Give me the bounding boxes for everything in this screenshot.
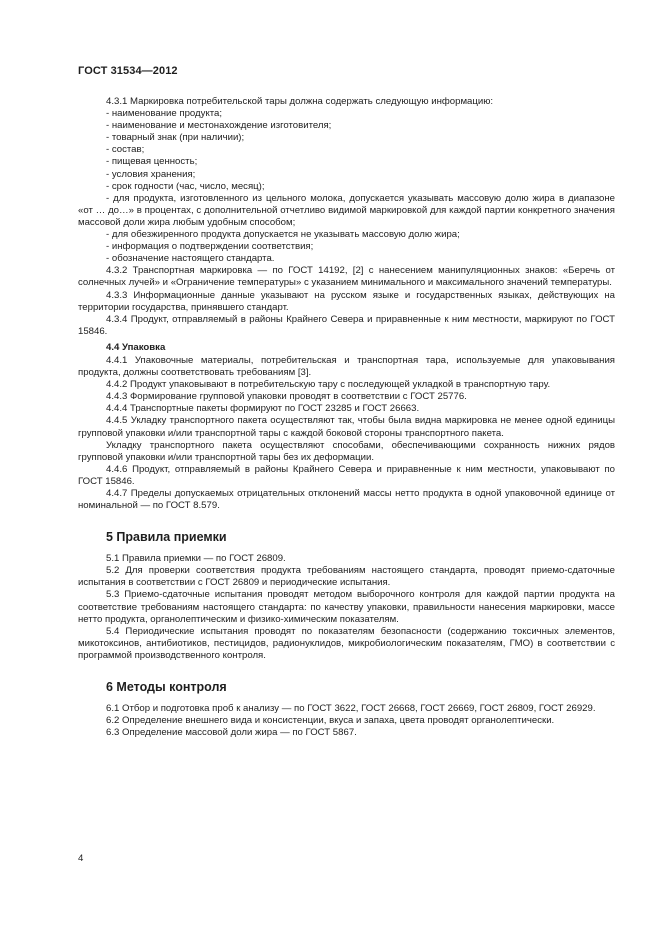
subsection-heading-4-4: 4.4 Упаковка <box>106 341 166 353</box>
clause-4-3-3: 4.3.3 Информационные данные указывают на русском языке и государственных языках, действующих на территории государства, принявшего стандарт. <box>78 289 615 313</box>
list-item: - условия хранения; <box>106 168 196 180</box>
clause-4-4-1: 4.4.1 Упаковочные материалы, потребительская и транспортная тара, используемые для упаковывания продукта, должны соответствовать требованиям [3]. <box>78 354 615 379</box>
clause-5-2: 5.2 Для проверки соответствия продукта требованиям настоящего стандарта, проводят приемо-сдаточные испытания в соответствии с ГОСТ 26809 и периодические испытания. <box>78 565 615 589</box>
clause-4-4-5-continuation: Укладку транспортного пакета осуществляют способами, обеспечивающими сохранность нижних рядов групповой упаковки и/или транспортной тары без их деформации. <box>78 439 615 463</box>
section-heading-5: 5 Правила приемки <box>106 530 227 545</box>
clause-5-4: 5.4 Периодические испытания проводят по показателям безопасности (содержанию токсичных элементов, микотоксинов, антибиотиков, пестицидов, радионуклидов, микробиологическим показателям, ГМО) в соответствии с программой производственного контроля. <box>78 625 615 661</box>
clause-6-1: 6.1 Отбор и подготовка проб к анализу — по ГОСТ 3622, ГОСТ 26668, ГОСТ 26669, ГОСТ 26809, ГОСТ 26929. <box>106 703 596 715</box>
clause-5-1: 5.1 Правила приемки — по ГОСТ 26809. <box>106 553 286 565</box>
page-number: 4 <box>78 853 84 864</box>
list-item: - товарный знак (при наличии); <box>106 132 245 144</box>
clause-4-3-1: 4.3.1 Маркировка потребительской тары должна содержать следующую информацию: <box>106 96 494 107</box>
list-item: - наименование и местонахождение изготовителя; <box>106 120 332 132</box>
clause-4-4-6: 4.4.6 Продукт, отправляемый в районы Крайнего Севера и приравненные к ним местности, упаковывают по ГОСТ 15846. <box>78 463 615 487</box>
clause-4-3-2: 4.3.2 Транспортная маркировка — по ГОСТ 14192, [2] с нанесением манипуляционных знаков: «Беречь от солнечных лучей» и «Ограничение температуры» с указанием минимального и максимального значений температуры. <box>78 265 615 289</box>
clause-4-4-5: 4.4.5 Укладку транспортного пакета осуществляют так, чтобы была видна маркировка не менее одной единицы групповой упаковки и/или транспортной тары с каждой боковой стороны транспортного пакета. <box>78 415 615 439</box>
list-item: - обозначение настоящего стандарта. <box>106 253 275 265</box>
clause-4-3-4: 4.3.4 Продукт, отправляемый в районы Крайнего Севера и приравненные к ним местности, маркируют по ГОСТ 15846. <box>78 313 615 337</box>
document-body <box>78 96 615 739</box>
clause-5-3: 5.3 Приемо-сдаточные испытания проводят методом выборочного контроля для каждой партии продукта на соответствие требованиям настоящего стандарта: по качеству упаковки, правильности нанесения маркировки, массе нетто продукта, органолептическим и физико-химическим показателям. <box>78 589 615 625</box>
list-item: - состав; <box>106 144 145 156</box>
list-item: - пищевая ценность; <box>106 156 198 168</box>
clause-6-2: 6.2 Определение внешнего вида и консистенции, вкуса и запаха, цвета проводят органолептически. <box>106 715 555 727</box>
list-item: - наименование продукта; <box>106 108 223 120</box>
list-item: - для обезжиренного продукта допускается не указывать массовую долю жира; <box>106 229 460 241</box>
document-header: ГОСТ 31534—2012 <box>78 65 178 77</box>
list-item: - информация о подтверждении соответствия; <box>106 241 314 253</box>
list-item: - срок годности (час, число, месяц); <box>106 180 265 192</box>
clause-4-4-4: 4.4.4 Транспортные пакеты формируют по ГОСТ 23285 и ГОСТ 26663. <box>106 403 420 415</box>
clause-6-3: 6.3 Определение массовой доли жира — по ГОСТ 5867. <box>106 727 357 739</box>
list-item: - для продукта, изготовленного из цельного молока, допускается указывать массовую долю жира в диапазоне «от … до…» в процентах, с дополнительной отчетливо видимой маркировкой для каждой партии конкретного значения массовой доли жира любым удобным способом; <box>78 192 615 228</box>
clause-4-4-2: 4.4.2 Продукт упаковывают в потребительскую тару с последующей укладкой в транспортную тару. <box>106 379 551 391</box>
clause-4-4-7: 4.4.7 Пределы допускаемых отрицательных отклонений массы нетто продукта в одной упаковочной единице от номинальной — по ГОСТ 8.579. <box>78 488 615 512</box>
clause-4-4-3: 4.4.3 Формирование групповой упаковки проводят в соответствии с ГОСТ 25776. <box>106 391 467 403</box>
section-heading-6: 6 Методы контроля <box>106 680 227 695</box>
